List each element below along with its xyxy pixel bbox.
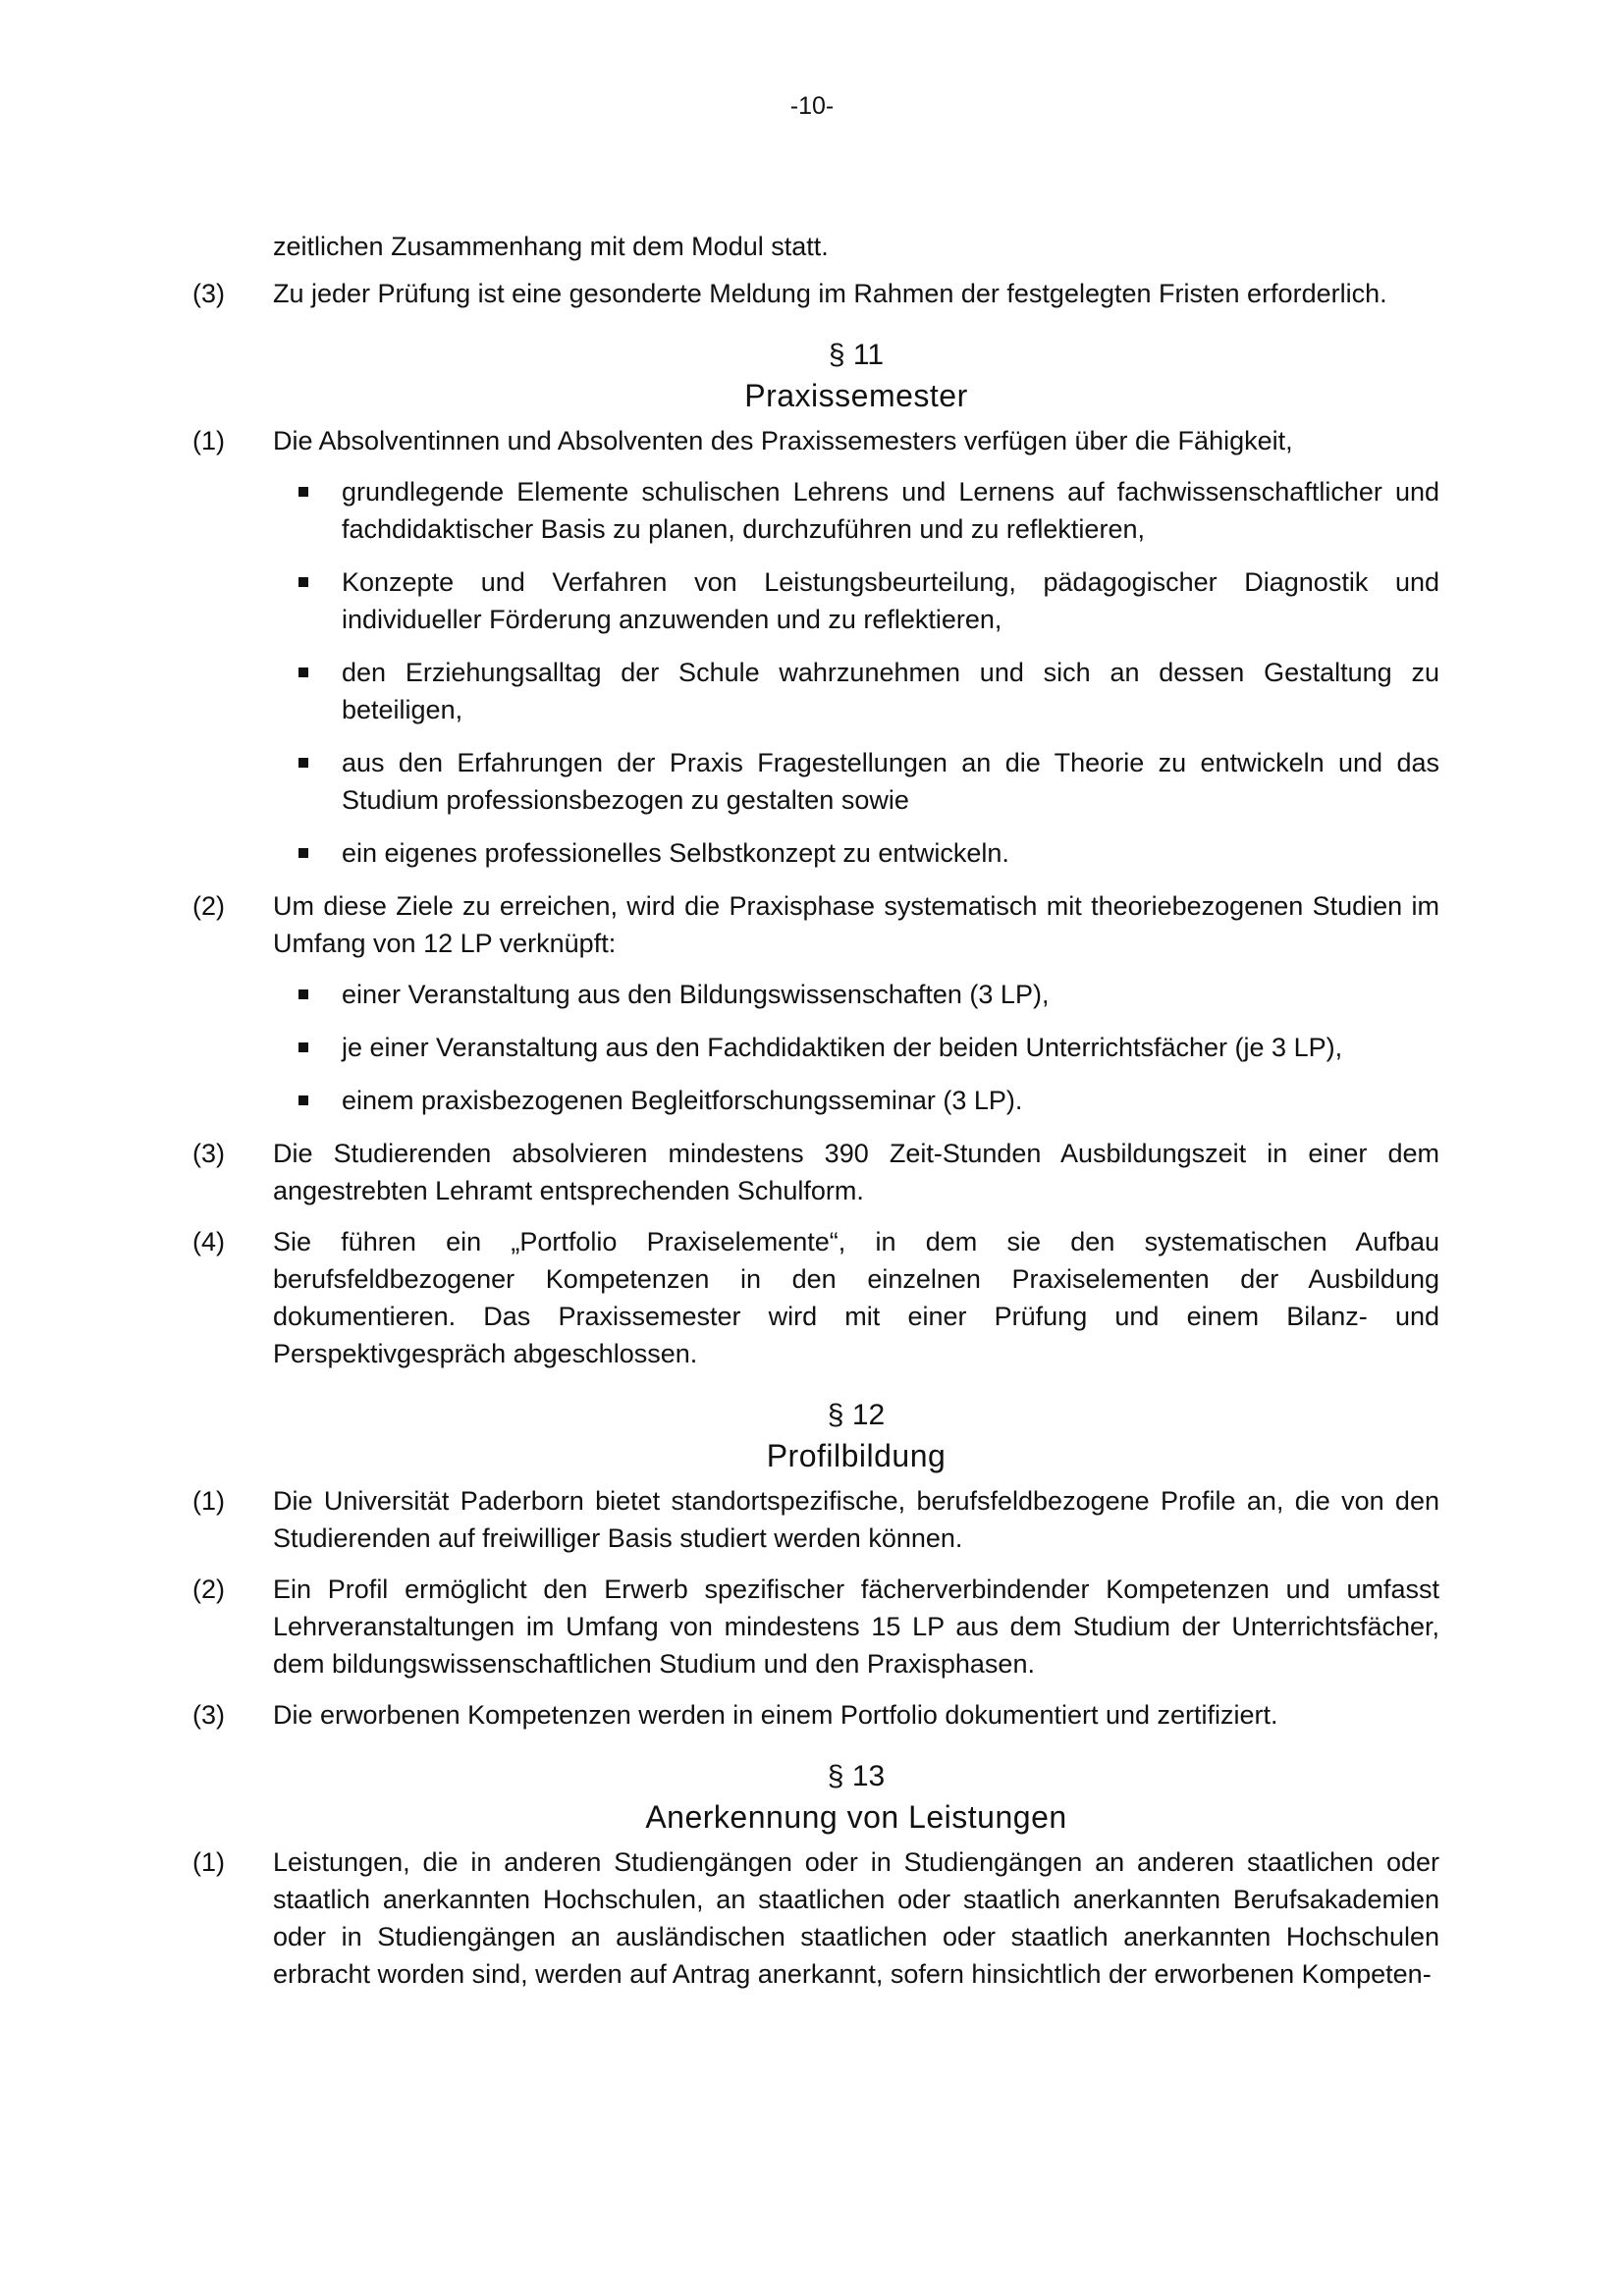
paragraph-text: Zu jeder Prüfung ist eine gesonderte Meldung im Rahmen der festgelegten Fristen erforderlich. bbox=[273, 279, 1387, 308]
section-11-heading bbox=[192, 336, 1439, 416]
s12-paragraph-3 bbox=[192, 1696, 1439, 1734]
section-title: Anerkennung von Leistungen bbox=[645, 1799, 1067, 1835]
continued-paragraph bbox=[192, 228, 1439, 265]
s13-paragraph-1 bbox=[192, 1843, 1439, 1993]
bullet-item: den Erziehungsalltag der Schule wahrzunehmen und sich an dessen Gestaltung zu beteiligen, bbox=[342, 654, 1439, 728]
s11-paragraph-2 bbox=[192, 887, 1439, 962]
document-body bbox=[192, 228, 1439, 2006]
section-number: § 11 bbox=[828, 339, 885, 371]
paragraph-text: Die Studierenden absolvieren mindestens 390 Zeit-Stunden Ausbildungszeit in einer dem angestrebten Lehramt entsprechenden Schulform. bbox=[273, 1139, 1439, 1205]
s11-paragraph-4 bbox=[192, 1223, 1439, 1372]
paragraph-number: (1) bbox=[192, 426, 225, 455]
paragraph-text: Die Absolventinnen und Absolventen des Praxissemesters verfügen über die Fähigkeit, bbox=[273, 426, 1293, 455]
paragraph-3 bbox=[192, 275, 1439, 312]
paragraph-text: Leistungen, die in anderen Studiengängen oder in Studiengängen an anderen staatlichen oder staatlich anerkannten Hochschulen, an staatlichen oder staatlich anerkannten Berufsakademien oder in Studiengängen an ausländischen staatlichen oder staatlich anerkannten Hochschulen erbracht worden sind, werden auf Antrag anerkannt, sofern hinsichtlich der erworbenen Kompeten- bbox=[273, 1847, 1439, 1989]
paragraph-text: Um diese Ziele zu erreichen, wird die Praxisphase systematisch mit theoriebezogenen Studien im Umfang von 12 LP verknüpft: bbox=[273, 891, 1439, 958]
bullet-item: einer Veranstaltung aus den Bildungswissenschaften (3 LP), bbox=[342, 976, 1439, 1013]
section-13-heading bbox=[192, 1757, 1439, 1838]
bullet-item: ein eigenes professionelles Selbstkonzept zu entwickeln. bbox=[342, 834, 1439, 872]
paragraph-text: Die erworbenen Kompetenzen werden in einem Portfolio dokumentiert und zertifiziert. bbox=[273, 1700, 1278, 1730]
s11-p2-bullet-list bbox=[192, 976, 1439, 1119]
page-number: -10- bbox=[789, 92, 835, 120]
paragraph-number: (3) bbox=[192, 279, 225, 308]
bullet-item: einem praxisbezogenen Begleitforschungsseminar (3 LP). bbox=[342, 1082, 1439, 1119]
paragraph-text: Sie führen ein „Portfolio Praxiselemente“, in dem sie den systematischen Aufbau berufsfeldbezogener Kompetenzen in den einzelnen Praxiselementen der Ausbildung dokumentieren. Das Praxissemester wird mit einer Prüfung und einem Bilanz- und Perspektivgespräch abgeschlossen. bbox=[273, 1227, 1439, 1368]
paragraph-number: (3) bbox=[192, 1139, 225, 1168]
s11-paragraph-3 bbox=[192, 1135, 1439, 1209]
paragraph-number: (2) bbox=[192, 891, 225, 921]
paragraph-number: (2) bbox=[192, 1575, 225, 1604]
paragraph-number: (1) bbox=[192, 1847, 225, 1877]
paragraph-text: zeitlichen Zusammenhang mit dem Modul statt. bbox=[273, 232, 829, 261]
bullet-item: grundlegende Elemente schulischen Lehrens und Lernens auf fachwissenschaftlicher und fachdidaktischer Basis zu planen, durchzuführen und zu reflektieren, bbox=[342, 473, 1439, 548]
s12-paragraph-1 bbox=[192, 1482, 1439, 1557]
paragraph-number: (3) bbox=[192, 1700, 225, 1730]
section-title: Profilbildung bbox=[766, 1438, 947, 1473]
paragraph-text: Ein Profil ermöglicht den Erwerb spezifischer fächerverbindender Kompetenzen und umfasst Lehrveranstaltungen im Umfang von mindestens 15 LP aus dem Studium der Unterrichtsfächer, dem bildungswissenschaftlichen Studium und den Praxisphasen. bbox=[273, 1575, 1439, 1679]
bullet-item: aus den Erfahrungen der Praxis Fragestellungen an die Theorie zu entwickeln und das Studium professionsbezogen zu gestalten sowie bbox=[342, 744, 1439, 819]
bullet-item: je einer Veranstaltung aus den Fachdidaktiken der beiden Unterrichtsfächer (je 3 LP), bbox=[342, 1029, 1439, 1066]
bullet-item: Konzepte und Verfahren von Leistungsbeurteilung, pädagogischer Diagnostik und individueller Förderung anzuwenden und zu reflektieren, bbox=[342, 563, 1439, 638]
s11-paragraph-1 bbox=[192, 422, 1439, 459]
paragraph-text: Die Universität Paderborn bietet standortspezifische, berufsfeldbezogene Profile an, die von den Studierenden auf freiwilliger Basis studiert werden können. bbox=[273, 1486, 1439, 1553]
section-number: § 12 bbox=[827, 1399, 886, 1431]
section-title: Praxissemester bbox=[744, 378, 968, 413]
section-number: § 13 bbox=[827, 1760, 886, 1792]
paragraph-number: (1) bbox=[192, 1486, 225, 1516]
s12-paragraph-2 bbox=[192, 1571, 1439, 1682]
paragraph-number: (4) bbox=[192, 1227, 225, 1256]
section-12-heading bbox=[192, 1396, 1439, 1476]
s11-p1-bullet-list bbox=[192, 473, 1439, 872]
